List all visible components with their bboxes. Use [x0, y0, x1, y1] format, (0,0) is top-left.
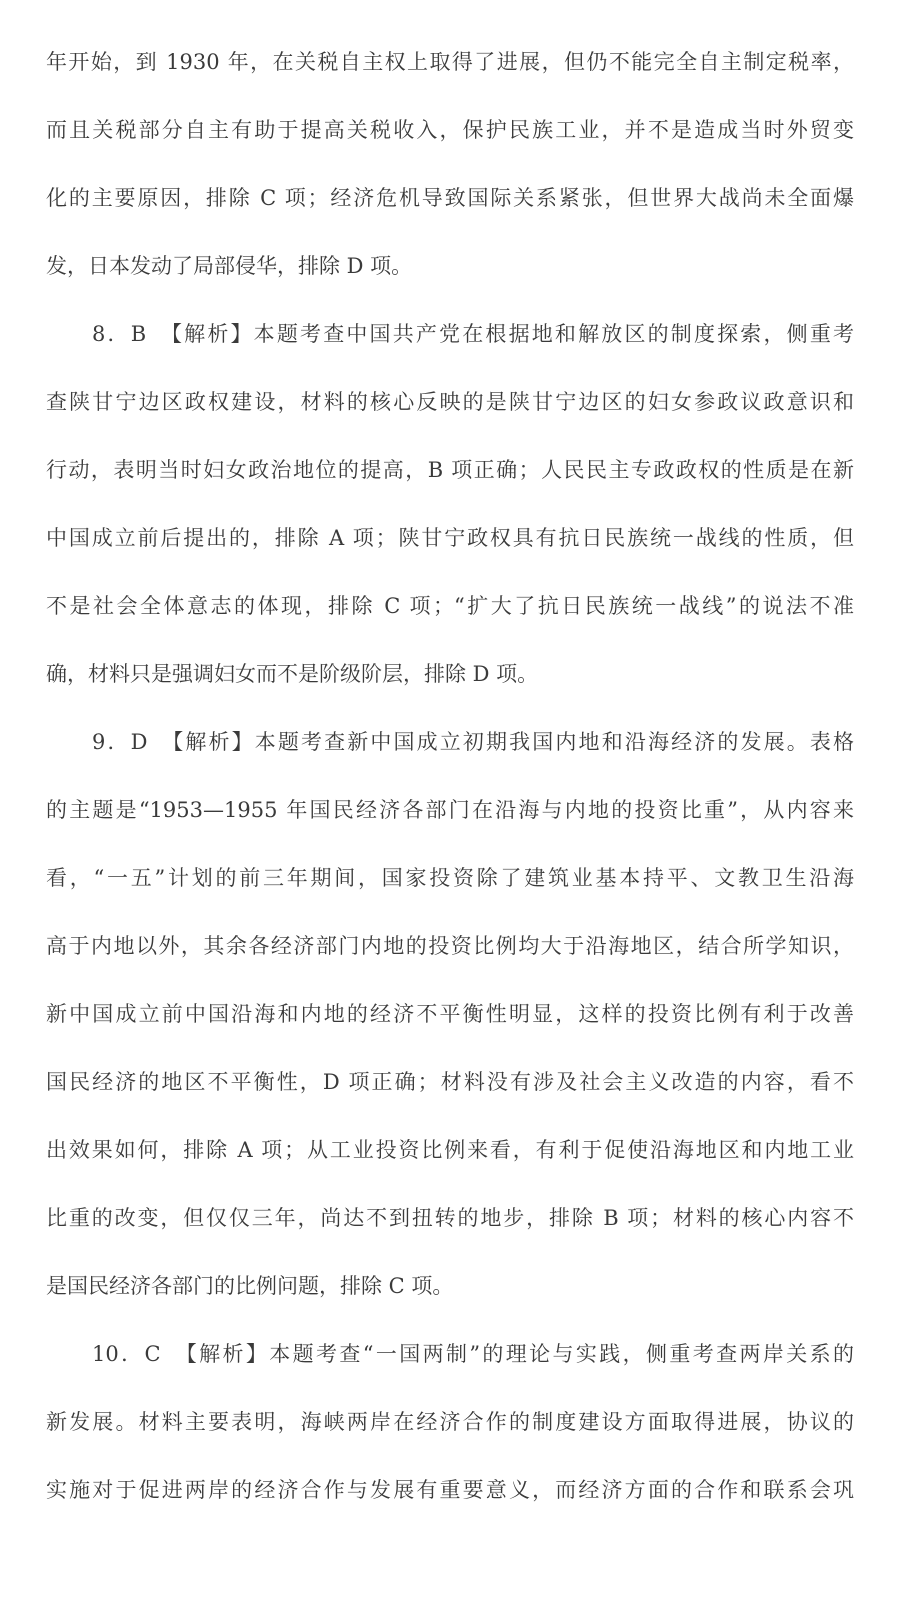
answer-10-heading-line: 10．C 【解析】本题考查“一国两制”的理论与实践，侧重考查两岸关系的 [92, 1342, 854, 1366]
text-line: 发，日本发动了局部侵华，排除 D 项。 [46, 254, 413, 278]
text-line: 新发展。材料主要表明，海峡两岸在经济合作的制度建设方面取得进展，协议的 [46, 1410, 854, 1434]
text-line: 国民经济的地区不平衡性，D 项正确；材料没有涉及社会主义改造的内容，看不 [46, 1070, 854, 1094]
text-line: 是国民经济各部门的比例问题，排除 C 项。 [46, 1274, 454, 1298]
text-line: 而且关税部分自主有助于提高关税收入，保护民族工业，并不是造成当时外贸变 [46, 118, 854, 142]
text-line: 中国成立前后提出的，排除 A 项；陕甘宁政权具有抗日民族统一战线的性质，但 [46, 526, 854, 550]
text-line: 化的主要原因，排除 C 项；经济危机导致国际关系紧张，但世界大战尚未全面爆 [46, 186, 854, 210]
text-line: 看，“一五”计划的前三年期间，国家投资除了建筑业基本持平、文教卫生沿海 [46, 866, 854, 890]
text-line: 查陕甘宁边区政权建设，材料的核心反映的是陕甘宁边区的妇女参政议政意识和 [46, 390, 854, 414]
text-line: 比重的改变，但仅仅三年，尚达不到扭转的地步，排除 B 项；材料的核心内容不 [46, 1206, 854, 1230]
text-line: 新中国成立前中国沿海和内地的经济不平衡性明显，这样的投资比例有利于改善 [46, 1002, 854, 1026]
text-line: 年开始，到 1930 年，在关税自主权上取得了进展，但仍不能完全自主制定税率， [46, 50, 854, 74]
text-line: 的主题是“1953—1955 年国民经济各部门在沿海与内地的投资比重”，从内容来 [46, 798, 854, 822]
answer-8-heading-line: 8．B 【解析】本题考查中国共产党在根据地和解放区的制度探索，侧重考 [92, 322, 854, 346]
text-line: 确，材料只是强调妇女而不是阶级阶层，排除 D 项。 [46, 662, 539, 686]
text-line: 行动，表明当时妇女政治地位的提高，B 项正确；人民民主专政政权的性质是在新 [46, 458, 854, 482]
answer-9-heading-line: 9．D 【解析】本题考查新中国成立初期我国内地和沿海经济的发展。表格 [92, 730, 854, 754]
text-line: 不是社会全体意志的体现，排除 C 项；“扩大了抗日民族统一战线”的说法不准 [46, 594, 854, 618]
text-line: 出效果如何，排除 A 项；从工业投资比例来看，有利于促使沿海地区和内地工业 [46, 1138, 854, 1162]
text-line: 实施对于促进两岸的经济合作与发展有重要意义，而经济方面的合作和联系会巩 [46, 1478, 854, 1502]
text-line: 高于内地以外，其余各经济部门内地的投资比例均大于沿海地区，结合所学知识， [46, 934, 854, 958]
